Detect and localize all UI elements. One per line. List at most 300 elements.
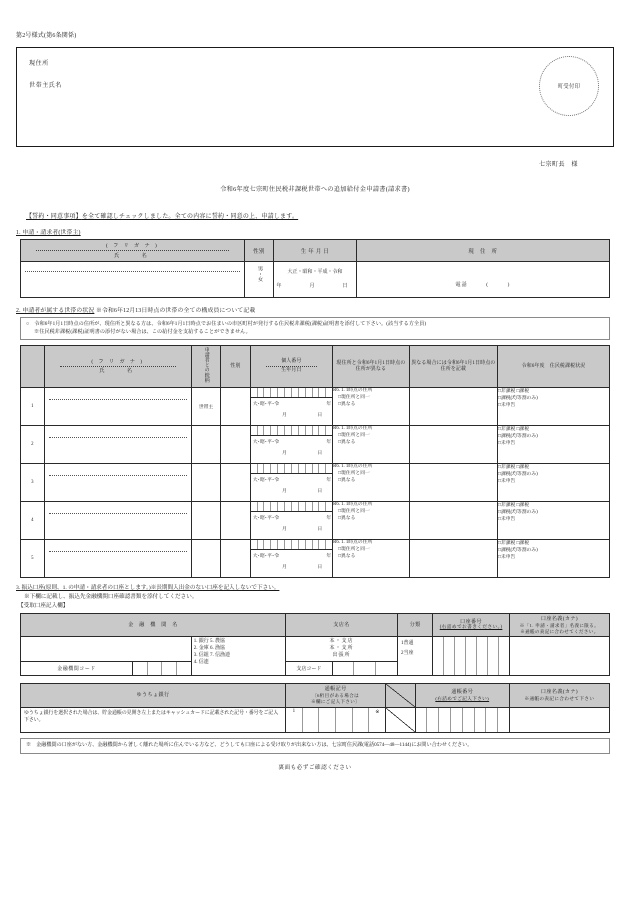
digit-box[interactable] <box>133 662 148 675</box>
digit-box[interactable] <box>303 708 320 732</box>
section3-heading: 3. 振込口座(原則、1. の申請・請求者の口座とします。)※長期間入出金のない口座を記入しないで下さい。 <box>16 585 280 592</box>
digit-box[interactable] <box>353 708 370 732</box>
th-yucho-bank: ゆうちょ銀行 <box>21 684 286 707</box>
dob-input-cell[interactable] <box>274 262 356 298</box>
checkbox-tax-percapita[interactable]: □課税(均等割のみ) <box>498 472 538 478</box>
mynumber-digit-grid[interactable] <box>251 388 332 398</box>
member-era-options <box>251 474 332 483</box>
addr-diff-title: R6. 1. 1時点の住所 <box>333 464 373 470</box>
digit-box[interactable] <box>251 502 258 511</box>
checkbox-tax-exempt-taxed[interactable]: □非課税 □課税 <box>498 465 530 471</box>
digit-box[interactable] <box>162 662 177 675</box>
digit-box[interactable] <box>313 426 320 435</box>
pledge-statement <box>26 211 614 220</box>
th-account-number-note: (右詰めでお書きください。) <box>439 625 503 631</box>
member-relation-cell[interactable] <box>191 502 220 540</box>
era-options: 大正・昭和・平成・令和 <box>287 270 343 275</box>
sex-options: 男・女 <box>257 266 264 282</box>
digit-box[interactable] <box>306 540 313 549</box>
digit-box[interactable] <box>499 637 509 675</box>
section2-note-box <box>20 317 610 340</box>
th-bangou-text: 通帳番号 <box>451 689 474 696</box>
address-write-cell[interactable] <box>409 426 497 464</box>
account-kind-option[interactable]: 2当座 <box>400 651 414 657</box>
era-text: 大･昭･平･令 <box>252 554 280 560</box>
address-input-cell[interactable] <box>356 262 609 298</box>
th-name-furigana <box>21 240 245 262</box>
account-kind-cell[interactable] <box>397 637 432 676</box>
address-write-cell[interactable] <box>409 464 497 502</box>
year-label: 年 <box>326 440 332 446</box>
digit-box[interactable] <box>319 426 326 435</box>
digit-box[interactable] <box>319 708 336 732</box>
branch-type-option[interactable]: 本・支店 <box>329 639 354 645</box>
address-differs-cell[interactable] <box>333 540 410 578</box>
digit-box[interactable] <box>271 388 278 397</box>
digit-box[interactable] <box>319 464 326 473</box>
yucho-input-row[interactable] <box>21 707 610 732</box>
tax-status-cell[interactable] <box>498 388 610 426</box>
furigana-dashed-rule <box>49 551 187 552</box>
member-sex-cell[interactable] <box>221 464 250 502</box>
checkbox-tax-percapita[interactable]: □課税(均等割のみ) <box>498 396 538 402</box>
digit-box[interactable] <box>376 662 397 675</box>
digit-box[interactable] <box>475 708 487 732</box>
row-number: 4 <box>21 502 45 540</box>
section3-subnote: ※下欄に記載し、振込先金融機関口座確認書類を添付してください。 <box>24 593 198 600</box>
member-relation-cell[interactable] <box>191 464 220 502</box>
telephone-label: 電話 ( ) <box>455 282 511 288</box>
member-sex-cell[interactable] <box>221 540 250 578</box>
digit-box[interactable] <box>299 388 306 397</box>
section1-heading <box>16 227 614 236</box>
yucho-table-wrap <box>20 683 610 732</box>
mynumber-digit-grid[interactable] <box>251 464 332 474</box>
digit-box[interactable] <box>319 540 326 549</box>
member-relation-cell[interactable] <box>191 540 220 578</box>
th-bangou-note: (右詰めでご記入下さい) <box>435 695 490 701</box>
th-furigana-text: ( フ リ ガ ナ ) <box>106 243 159 249</box>
year-label: 年 <box>326 554 332 560</box>
address-differs-cell[interactable] <box>333 426 410 464</box>
bank-type-option[interactable]: 4. 信連 <box>193 659 209 665</box>
account-holder-input-cell[interactable] <box>509 637 609 676</box>
th-address-differs: 現住所と令和6年1月1日時点の住所が異なる <box>333 346 410 388</box>
digit-box[interactable] <box>251 540 258 549</box>
member-month-day: 月 日 <box>281 527 330 533</box>
checkbox-address-differs[interactable]: □異なる <box>338 402 356 408</box>
member-month-day: 月 日 <box>281 413 330 419</box>
addr-diff-title: R6. 1. 1時点の住所 <box>333 540 373 546</box>
digit-box[interactable] <box>486 708 498 732</box>
member-mynumber-dob-cell[interactable] <box>250 426 332 464</box>
back-side-reminder: 裏面も必ずご確認ください <box>278 764 352 771</box>
digit-box[interactable] <box>285 540 292 549</box>
digit-box[interactable] <box>285 388 292 397</box>
table-row[interactable] <box>21 426 610 464</box>
digit-box[interactable] <box>258 464 265 473</box>
member-mynumber-dob-cell[interactable] <box>250 540 332 578</box>
member-sex-cell[interactable] <box>221 388 250 426</box>
account-number-cell[interactable] <box>433 637 510 676</box>
applicant-input-row[interactable] <box>21 262 610 298</box>
furigana-dashed-rule <box>49 513 187 514</box>
furigana-dashed-rule <box>25 271 240 272</box>
table-header-row <box>21 240 610 262</box>
digit-box[interactable] <box>251 426 258 435</box>
member-month-day: 月 日 <box>281 451 330 457</box>
era-text: 大･昭･平･令 <box>252 516 280 522</box>
th-member-name-text: 氏 名 <box>99 368 137 375</box>
mynumber-digit-grid[interactable] <box>251 426 332 436</box>
digit-box[interactable] <box>264 388 271 397</box>
digit-box[interactable] <box>177 662 191 675</box>
member-relation-cell[interactable] <box>191 426 220 464</box>
digit-box[interactable] <box>488 637 499 675</box>
note-line-1: ○ 令和6年1月1日時点の住所が、現住所と異なる方は、令和6年1月1日時点でお住まいの市区町村が発行する住民税非課税(課税)証明書を添付して下さい。(該当する方全員) <box>26 321 427 327</box>
checkbox-tax-undeclared[interactable]: □未申告 <box>498 555 516 561</box>
th-kigou-note1: 〔6桁目がある場合は <box>312 692 359 698</box>
th-blank-slash <box>386 684 415 707</box>
digit-box[interactable] <box>306 464 313 473</box>
digit-box[interactable] <box>292 426 299 435</box>
checkbox-tax-undeclared[interactable]: □未申告 <box>498 403 516 409</box>
digit-box[interactable] <box>292 388 299 397</box>
digit-box[interactable] <box>326 502 332 511</box>
digit-box[interactable] <box>271 502 278 511</box>
digit-box[interactable] <box>455 637 466 675</box>
member-name-cell[interactable] <box>44 388 191 426</box>
th-member-name <box>44 346 191 388</box>
digit-box[interactable] <box>278 388 285 397</box>
addr-diff-title: R6. 1. 1時点の住所 <box>333 388 373 394</box>
digit-box[interactable] <box>313 502 320 511</box>
bank-footer-note: ※ 金融機関の口座がない方、金融機関から著しく離れた場所に住んでいる方など、どうしても口座による受け取りが出来ない方は、七宗町住民課(電話0574―48―1144)にお問い合わせください。 <box>20 738 610 754</box>
bank-type-option[interactable]: 3. 信組 7. 信漁連 <box>193 652 231 658</box>
digit-box[interactable] <box>498 708 509 732</box>
checkbox-address-differs[interactable]: □異なる <box>338 554 356 560</box>
th-account-holder <box>509 614 609 637</box>
th-address: 現 住 所 <box>356 240 609 262</box>
address-write-cell[interactable] <box>409 540 497 578</box>
checkbox-tax-exempt-taxed[interactable]: □非課税 □課税 <box>498 389 530 395</box>
reception-stamp-label: 町受付印 <box>557 84 581 90</box>
th-account-number-text: 口座番号 <box>460 618 483 625</box>
digit-box[interactable] <box>271 426 278 435</box>
section2-heading-text: 2. 申請者が属する世帯の状況 <box>16 308 95 314</box>
digit-box[interactable] <box>258 388 265 397</box>
bank-header-row <box>21 614 610 637</box>
branch-code-cell[interactable] <box>286 662 398 676</box>
member-mynumber-dob-cell[interactable] <box>250 502 332 540</box>
digit-box[interactable] <box>264 426 271 435</box>
section2-heading <box>16 305 614 314</box>
member-era-options <box>251 436 332 445</box>
reception-stamp-circle <box>539 56 599 116</box>
ymd-labels: 年 月 日 <box>276 284 354 289</box>
digit-box[interactable] <box>251 464 258 473</box>
digit-box[interactable] <box>292 540 299 549</box>
bank-input-row-1[interactable] <box>21 637 610 662</box>
digit-box[interactable] <box>299 540 306 549</box>
checkbox-tax-percapita[interactable]: □課税(均等割のみ) <box>498 434 538 440</box>
sex-select-cell[interactable] <box>244 262 273 298</box>
th-branch-name: 支店名 <box>286 614 398 637</box>
tax-status-cell[interactable] <box>498 540 610 578</box>
addressee: 七宗町長 様 <box>538 162 578 168</box>
member-relation-cell[interactable]: 世帯主 <box>191 388 220 426</box>
digit-box[interactable] <box>299 426 306 435</box>
tax-status-cell[interactable] <box>498 464 610 502</box>
member-mynumber-dob-cell[interactable] <box>250 464 332 502</box>
account-number-grid[interactable] <box>433 637 509 675</box>
address-differs-cell[interactable] <box>333 502 410 540</box>
th-name-text: 氏 名 <box>114 253 151 259</box>
digit-box[interactable] <box>306 502 313 511</box>
table-row[interactable] <box>21 540 610 578</box>
year-label: 年 <box>326 402 332 408</box>
digit-box[interactable] <box>264 502 271 511</box>
th-kigou-text: 通帳記号 <box>324 686 347 693</box>
digit-box[interactable] <box>306 388 313 397</box>
digit-box[interactable] <box>319 502 326 511</box>
digit-box[interactable] <box>148 662 163 675</box>
bank-account-table <box>20 613 610 676</box>
digit-box[interactable] <box>251 388 258 397</box>
digit-box[interactable] <box>463 708 475 732</box>
table-row[interactable] <box>21 464 610 502</box>
digit-box[interactable] <box>451 708 463 732</box>
furigana-dashed-rule <box>49 437 187 438</box>
digit-box[interactable] <box>439 708 451 732</box>
digit-box[interactable] <box>326 464 332 473</box>
th-account-holder-text: 口座名義(カナ) <box>540 616 578 623</box>
address-differs-cell[interactable] <box>333 388 410 426</box>
member-sex-cell[interactable] <box>221 426 250 464</box>
kigou-grid[interactable] <box>286 708 385 732</box>
furigana-dashed-rule <box>49 475 187 476</box>
digit-box[interactable] <box>299 502 306 511</box>
digit-box[interactable] <box>433 637 444 675</box>
checkbox-address-differs[interactable]: □異なる <box>338 478 356 484</box>
digit-box[interactable] <box>299 464 306 473</box>
member-name-cell[interactable] <box>44 426 191 464</box>
addr-diff-title: R6. 1. 1時点の住所 <box>333 426 373 432</box>
member-mynumber-dob-cell[interactable] <box>250 388 332 426</box>
year-label: 年 <box>326 478 332 484</box>
digit-box[interactable] <box>466 637 477 675</box>
th-bangou <box>415 684 509 707</box>
household-header-row <box>21 346 610 388</box>
table-row[interactable] <box>21 502 610 540</box>
th-relation <box>191 346 220 388</box>
digit-box[interactable] <box>427 708 439 732</box>
digit-box[interactable] <box>278 540 285 549</box>
householder-name-label: 世帯主氏名 <box>29 83 63 89</box>
bank-table-wrap <box>20 613 610 676</box>
digit-box[interactable] <box>326 540 332 549</box>
era-text: 大･昭･平･令 <box>252 440 280 446</box>
checkbox-address-same[interactable]: □現住所と同一 <box>338 395 370 401</box>
checkbox-address-differs[interactable]: □異なる <box>338 440 356 446</box>
digit-box[interactable] <box>258 502 265 511</box>
row-number: 5 <box>21 540 45 578</box>
checkbox-tax-percapita[interactable]: □課税(均等割のみ) <box>498 510 538 516</box>
th-kigou-note2: ※欄にご記入下さい〕 <box>311 698 361 704</box>
digit-box[interactable] <box>285 426 292 435</box>
tax-status-cell[interactable] <box>498 502 610 540</box>
th-address-write: 異なる場合には令和6年1月1日時点の住所を記載 <box>409 346 497 388</box>
mynumber-digit-grid[interactable] <box>251 540 332 550</box>
row-number: 1 <box>21 388 45 426</box>
checkbox-tax-undeclared[interactable]: □未申告 <box>498 441 516 447</box>
section3-heading-block <box>16 584 614 611</box>
checkbox-tax-exempt-taxed[interactable]: □非課税 □課税 <box>498 541 530 547</box>
bank-code-grid[interactable] <box>133 662 191 675</box>
member-month-day: 月 日 <box>281 489 330 495</box>
th-tax-status: 令和6年度 住民税課税状況 <box>498 346 610 388</box>
bank-type-option[interactable]: 2. 金庫 6. 漁協 <box>193 646 226 652</box>
digit-box[interactable] <box>285 502 292 511</box>
member-name-cell[interactable] <box>44 502 191 540</box>
checkbox-tax-undeclared[interactable]: □未申告 <box>498 517 516 523</box>
member-era-options <box>251 550 332 559</box>
applicant-table <box>20 239 610 298</box>
member-sex-cell[interactable] <box>221 502 250 540</box>
digit-box[interactable] <box>278 426 285 435</box>
yucho-header-row <box>21 684 610 707</box>
bank-name-input-cell[interactable] <box>21 637 192 662</box>
address-differs-cell[interactable] <box>333 464 410 502</box>
mynumber-digit-grid[interactable] <box>251 502 332 512</box>
checkbox-address-differs[interactable]: □異なる <box>338 516 356 522</box>
kigou-mark-box: ※ <box>375 709 380 715</box>
address-write-cell[interactable] <box>409 502 497 540</box>
member-era-options <box>251 512 332 521</box>
digit-box[interactable] <box>264 540 271 549</box>
digit-box[interactable] <box>333 662 355 675</box>
th-account-number <box>433 614 510 637</box>
digit-box[interactable] <box>278 464 285 473</box>
digit-box[interactable] <box>258 426 265 435</box>
bangou-cell[interactable] <box>415 707 509 732</box>
digit-box[interactable] <box>313 388 320 397</box>
pledge-bold: 【誓約・同意事項】 <box>26 214 82 220</box>
section1-table-wrap <box>20 239 610 298</box>
bangou-grid[interactable] <box>416 708 509 732</box>
row-number: 3 <box>21 464 45 502</box>
form-number: 第2号様式(第6条関係) <box>16 33 77 39</box>
name-input-cell[interactable] <box>21 262 245 298</box>
digit-box[interactable] <box>416 708 428 732</box>
th-member-furigana: ( フ リ ガ ナ ) <box>91 358 145 365</box>
digit-box[interactable] <box>278 502 285 511</box>
digit-box[interactable] <box>258 540 265 549</box>
th-account-holder-note1: ※「1. 申請・請求者」名義に限る。 <box>519 622 599 628</box>
section2-heading-note: ※令和6年12月13日時点の世帯の全ての構成員について記載 <box>96 308 256 314</box>
digit-box[interactable] <box>326 388 332 397</box>
branch-type-option[interactable]: 出張所 <box>332 652 351 658</box>
checkbox-tax-exempt-taxed[interactable]: □非課税 □課税 <box>498 427 530 433</box>
digit-box[interactable] <box>292 502 299 511</box>
checkbox-address-same[interactable]: □現住所と同一 <box>338 509 370 515</box>
digit-box[interactable] <box>264 464 271 473</box>
kigou-note1-text: 6桁目がある場合は <box>317 692 359 698</box>
digit-box[interactable] <box>313 464 320 473</box>
blank-slash-cell <box>386 707 415 732</box>
member-month-day: 月 日 <box>281 565 330 571</box>
note-line-2: ※住民税非課税(課税)証明書の添付がない場合は、この給付金を支給することができません。 <box>34 328 251 335</box>
checkbox-address-same[interactable]: □現住所と同一 <box>338 547 370 553</box>
kigou-prefix-box: 1 <box>286 708 303 732</box>
th-yucho-holder-text: 口座名義(カナ) <box>540 689 578 696</box>
checkbox-tax-undeclared[interactable]: □未申告 <box>498 479 516 485</box>
row-number: 2 <box>21 426 45 464</box>
furigana-dashed-rule <box>49 399 187 400</box>
bank-code-cell[interactable] <box>132 662 191 676</box>
era-text: 大･昭･平･令 <box>252 478 280 484</box>
table-row[interactable] <box>21 388 610 426</box>
th-mynumber-dob <box>250 346 332 388</box>
checkbox-address-same[interactable]: □現住所と同一 <box>338 471 370 477</box>
th-mynumber-text: 個人番号 <box>281 359 302 365</box>
checkbox-address-same[interactable]: □現住所と同一 <box>338 433 370 439</box>
digit-box[interactable] <box>444 637 455 675</box>
section2-table-wrap <box>20 345 610 578</box>
branch-type-option[interactable]: 本・支所 <box>329 646 354 652</box>
digit-box[interactable] <box>271 464 278 473</box>
digit-box[interactable] <box>271 540 278 549</box>
household-members-table <box>20 345 610 578</box>
yucho-holder-input-cell[interactable] <box>509 707 609 732</box>
th-sex: 性別 <box>244 240 273 262</box>
branch-code-row[interactable] <box>286 662 397 675</box>
bank-code-label: 金融機関コード <box>21 662 133 676</box>
yucho-account-table <box>20 683 610 732</box>
document-title: 令和6年度七宗町住民税非課税世帯への追加給付金申請書(請求書) <box>220 186 410 193</box>
era-text: 大･昭･平･令 <box>252 402 280 408</box>
th-account-kind: 分類 <box>397 614 432 637</box>
digit-box[interactable] <box>319 388 326 397</box>
kigou-cell[interactable] <box>286 707 386 732</box>
th-dob: 生 年 月 日 <box>274 240 356 262</box>
digit-box[interactable] <box>306 426 313 435</box>
th-yucho-holder <box>509 684 609 707</box>
account-kind-option[interactable]: 1普通 <box>400 641 414 647</box>
digit-box[interactable] <box>354 662 376 675</box>
digit-box[interactable] <box>477 637 488 675</box>
branch-name-input-cell[interactable] <box>286 637 398 662</box>
digit-box[interactable] <box>326 426 332 435</box>
digit-box[interactable] <box>313 540 320 549</box>
th-divider <box>36 250 229 251</box>
digit-box[interactable] <box>336 708 353 732</box>
address-write-cell[interactable] <box>409 388 497 426</box>
checkbox-tax-percapita[interactable]: □課税(均等割のみ) <box>498 548 538 554</box>
pledge-rest: を全て確認しチェックしました。全ての内容に誓約・同意の上、申請します。 <box>81 214 299 220</box>
bank-type-options[interactable] <box>191 637 285 676</box>
bank-type-option[interactable]: 1. 銀行 5. 農協 <box>193 639 226 645</box>
digit-box[interactable] <box>292 464 299 473</box>
checkbox-tax-exempt-taxed[interactable]: □非課税 □課税 <box>498 503 530 509</box>
digit-box[interactable] <box>285 464 292 473</box>
member-era-options <box>251 398 332 407</box>
branch-code-label: 支店コード <box>286 662 333 675</box>
yucho-instruction: ゆうちょ銀行を選択された場合は、貯金通帳の見開き左上またはキャッシュカードに記載された記号・番号をご記入下さい。 <box>21 707 286 732</box>
member-name-cell[interactable] <box>44 540 191 578</box>
member-name-cell[interactable] <box>44 464 191 502</box>
tax-status-cell[interactable] <box>498 426 610 464</box>
